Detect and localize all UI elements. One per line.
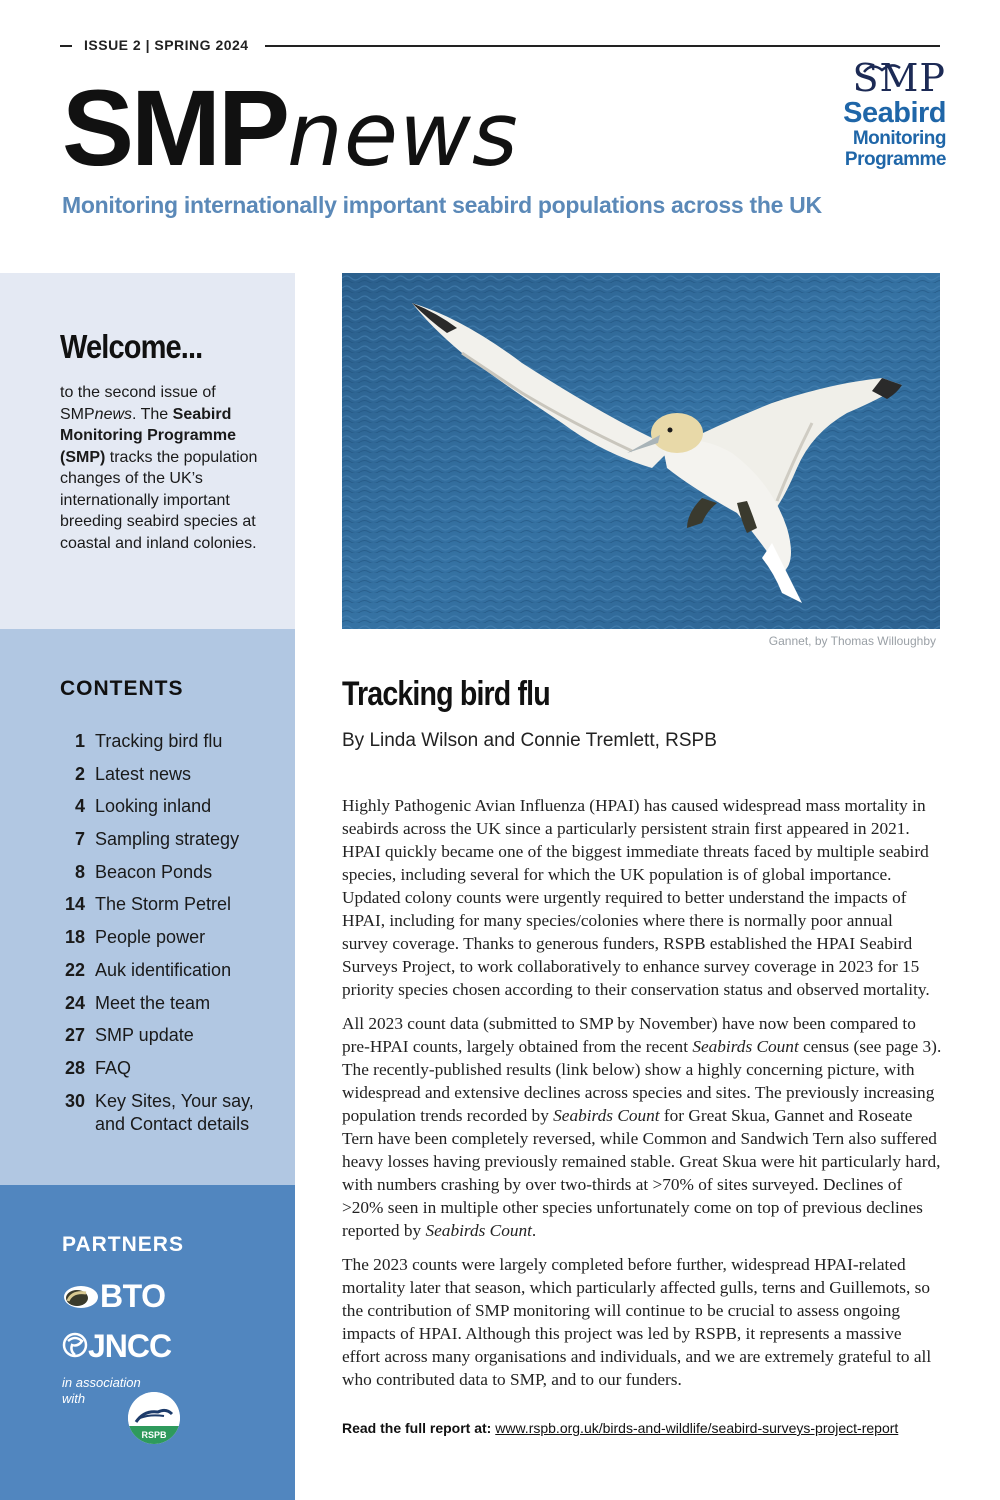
p2-italic-1: Seabirds Count bbox=[692, 1037, 799, 1056]
toc-item[interactable] bbox=[55, 761, 285, 794]
toc-item[interactable] bbox=[55, 1055, 285, 1088]
p2-text-d: . bbox=[531, 1221, 537, 1240]
toc-label: People power bbox=[95, 927, 206, 948]
p2-italic-2: Seabirds Count bbox=[553, 1106, 660, 1125]
p2-text-c: for Great Skua, Gannet and Roseate Tern have been completely reversed, while Common and Sandwich Tern also suffered heavy losses having previously remained stable. Great Skua were hit particularly hard, with numbers crashing by over two-thirds at >70% of sites surveyed. Declines of >20% seen in multiple other species unfortunately come on top of previous declines reported by bbox=[342, 1106, 941, 1240]
toc-label: Key Sites, Your say, and Contact details bbox=[95, 1090, 254, 1134]
toc-label: SMP update bbox=[95, 1025, 194, 1046]
toc-page: 22 bbox=[64, 959, 85, 980]
contents-heading: CONTENTS bbox=[60, 677, 184, 700]
toc-page: 27 bbox=[64, 1025, 85, 1046]
toc-page: 1 bbox=[74, 731, 85, 751]
jncc-globe-icon bbox=[62, 1331, 88, 1361]
issue-dash bbox=[60, 45, 72, 47]
p2-text-b: census (see page 3). The recently-published results (link below) show a highly concerning picture, with widespread and extensive declines across species and sites. The previously increasing population trends recorded by bbox=[342, 1037, 942, 1125]
gannet-photo bbox=[342, 273, 940, 629]
toc-item[interactable] bbox=[55, 728, 285, 761]
toc-item[interactable] bbox=[55, 826, 285, 859]
toc-item[interactable] bbox=[55, 957, 285, 990]
welcome-text-bold: Seabird Monitoring Programme (SMP) bbox=[60, 405, 237, 466]
issue-label: ISSUE 2 | SPRING 2024 bbox=[84, 37, 249, 53]
toc-item[interactable] bbox=[55, 1088, 285, 1136]
article-byline: By Linda Wilson and Connie Tremlett, RSPB bbox=[342, 730, 717, 751]
welcome-text-italic: news bbox=[94, 405, 133, 423]
toc-label: Tracking bird flu bbox=[95, 731, 223, 751]
toc-page: 14 bbox=[64, 894, 85, 915]
masthead-title bbox=[62, 68, 519, 188]
logo-mark bbox=[836, 58, 946, 98]
toc-page: 2 bbox=[74, 763, 85, 784]
association-text: in association with bbox=[62, 1375, 141, 1406]
toc-page: 24 bbox=[64, 992, 85, 1013]
welcome-text-3: tracks the population changes of the UK’s internationally important breeding seabird species at coastal and inland colonies. bbox=[60, 448, 258, 552]
toc-item[interactable] bbox=[55, 891, 285, 924]
gannet-image bbox=[342, 273, 940, 629]
contents-list bbox=[55, 728, 285, 1136]
rspb-logo bbox=[128, 1392, 180, 1444]
toc-page: 28 bbox=[64, 1057, 85, 1078]
toc-label: Looking inland bbox=[95, 796, 212, 817]
toc-item[interactable] bbox=[55, 859, 285, 892]
title-news: news bbox=[287, 83, 519, 186]
logo-line-monitoring: Monitoring bbox=[852, 128, 946, 149]
logo-mark-text: SMP bbox=[852, 56, 946, 100]
read-more bbox=[342, 1420, 898, 1436]
jncc-text: JNCC bbox=[88, 1327, 172, 1364]
logo-bird-icon bbox=[862, 60, 902, 80]
toc-page: 18 bbox=[64, 927, 85, 948]
p2-text-a: All 2023 count data (submitted to SMP by November) have now been compared to pre-HPAI counts, largely obtained from the recent bbox=[342, 1014, 916, 1056]
welcome-text-2: . The bbox=[132, 405, 173, 423]
article-paragraph-3: The 2023 counts were largely completed before further, widespread HPAI-related mortality later that season, which particularly affected gulls, terns and Guillemots, so the contribution of SMP monitoring will continue to be crucial to assess ongoing impacts of HPAI. Although this project was led by RSPB, it represents a massive effort across many organisations and individuals, and we are extremely grateful to all who contributed data to SMP, and to our funders. bbox=[342, 1255, 932, 1389]
toc-label: FAQ bbox=[95, 1057, 132, 1078]
article-body bbox=[342, 794, 942, 1402]
toc-item[interactable] bbox=[55, 1022, 285, 1055]
toc-label: Latest news bbox=[95, 763, 192, 784]
tagline: Monitoring internationally important seabird populations across the UK bbox=[62, 192, 822, 218]
toc-page: 4 bbox=[74, 796, 85, 817]
photo-credit: Gannet, by Thomas Willoughby bbox=[768, 634, 936, 648]
article-title: Tracking bird flu bbox=[342, 675, 550, 713]
rspb-text: RSPB bbox=[141, 1430, 167, 1440]
p2-italic-3: Seabirds Count bbox=[425, 1221, 532, 1240]
rspb-avocet-icon bbox=[128, 1392, 180, 1444]
bto-logo bbox=[62, 1276, 165, 1316]
toc-item[interactable] bbox=[55, 990, 285, 1023]
bto-bird-icon bbox=[62, 1281, 100, 1311]
read-more-label: Read the full report at: bbox=[342, 1420, 492, 1436]
toc-item[interactable] bbox=[55, 793, 285, 826]
article-paragraph-1: Highly Pathogenic Avian Influenza (HPAI) has caused widespread mass mortality in seabirds across the UK since a particularly persistent strain first appeared in 2021. HPAI quickly became one of the biggest immediate threats faced by multiple seabird species, including several for which the UK population is of global importance. Updated colony counts were urgently required to better understand the impacts of HPAI, including for many species/colonies where there is normally poor annual survey coverage. Thanks to generous funders, RSPB established the HPAI Seabird Surveys Project, to work collaboratively to enhance survey coverage in 2023 for 15 priority species chosen according to their conservation status and observed mortality. bbox=[342, 796, 930, 999]
toc-page: 7 bbox=[74, 829, 85, 850]
header-rule bbox=[265, 45, 940, 47]
welcome-heading: Welcome... bbox=[60, 328, 203, 365]
toc-page: 30 bbox=[64, 1090, 85, 1111]
toc-label: Auk identification bbox=[95, 959, 232, 980]
logo-line-seabird: Seabird bbox=[843, 97, 946, 129]
toc-item[interactable] bbox=[55, 924, 285, 957]
jncc-logo bbox=[62, 1326, 171, 1366]
bto-text: BTO bbox=[100, 1277, 166, 1314]
logo-line-programme: Programme bbox=[844, 149, 946, 170]
title-smp: SMP bbox=[62, 67, 288, 188]
partners-heading: PARTNERS bbox=[62, 1233, 184, 1256]
welcome-text bbox=[60, 382, 270, 554]
report-link[interactable]: www.rspb.org.uk/birds-and-wildlife/seabird-surveys-project-report bbox=[495, 1420, 899, 1436]
toc-page: 8 bbox=[74, 861, 85, 882]
welcome-text-1: to the second issue of SMP bbox=[60, 384, 216, 423]
toc-label: Sampling strategy bbox=[95, 829, 240, 850]
toc-label: The Storm Petrel bbox=[95, 894, 232, 915]
article-paragraph-2 bbox=[342, 1012, 942, 1242]
smp-logo bbox=[836, 58, 946, 170]
toc-label: Meet the team bbox=[95, 992, 211, 1013]
toc-label: Beacon Ponds bbox=[95, 861, 213, 882]
